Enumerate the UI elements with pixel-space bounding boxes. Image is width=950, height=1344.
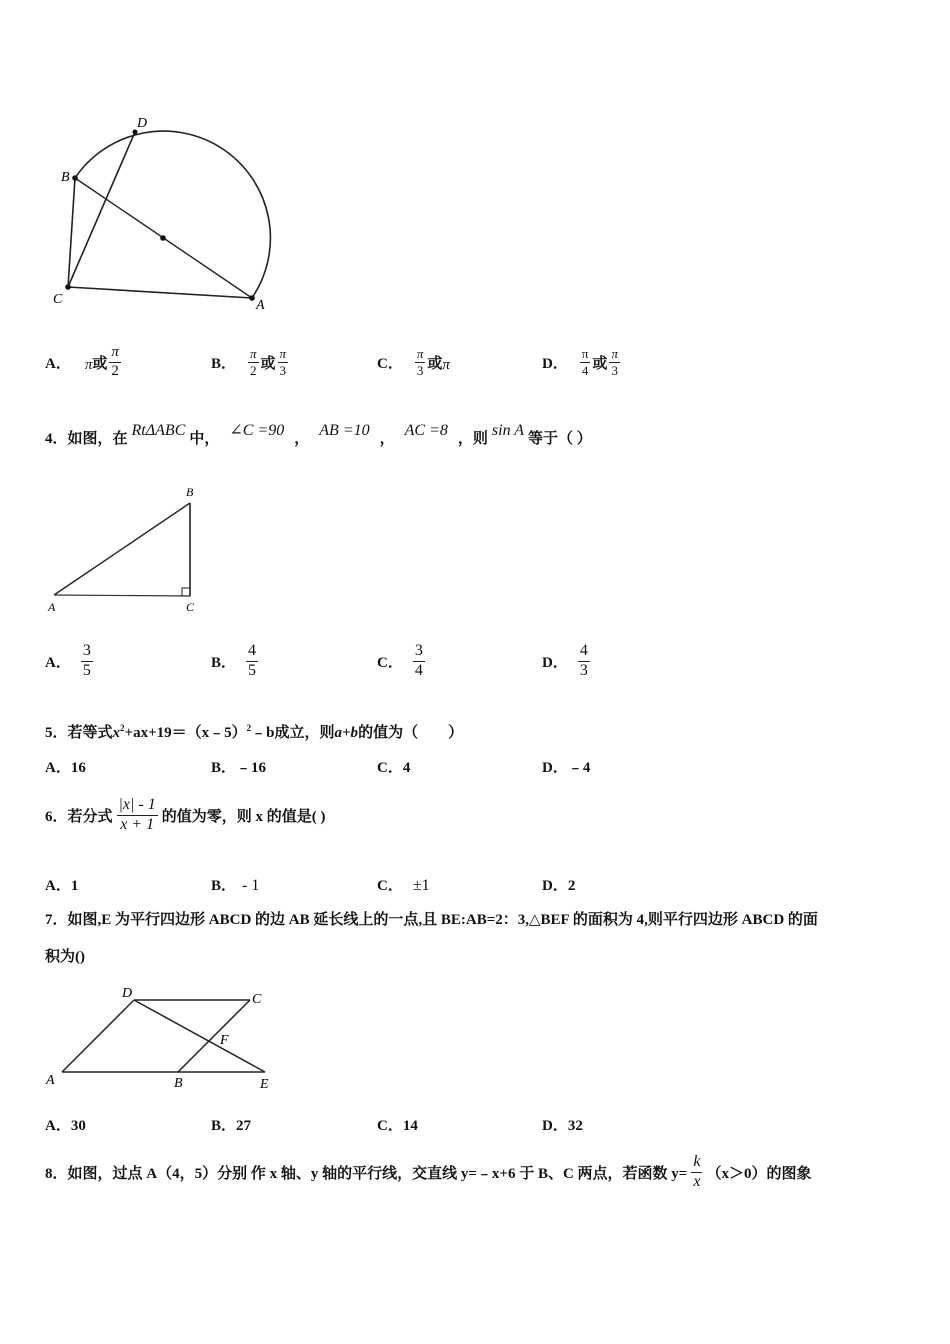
q4-label-B: B	[186, 485, 194, 499]
q3-line-CD	[68, 132, 135, 287]
q4-option-c[interactable]: C． $\frac{3}{4}$	[377, 641, 423, 679]
q6-option-d[interactable]: D．2	[542, 878, 576, 894]
q4-label-A: A	[48, 600, 56, 614]
q7-line-AD	[62, 1000, 134, 1072]
q7-figure	[40, 980, 310, 1095]
q4-stem: 4． 如图，在 RtΔABC 中， ∠C =90 ， AB =10 ， AC =8 ，则 sin A 等于（ ）	[45, 422, 592, 447]
q5-option-d[interactable]: D．﹣4	[542, 760, 591, 776]
q6-option-c[interactable]: C． ±1	[377, 877, 430, 894]
q4-label-C: C	[186, 600, 195, 614]
q3-arc	[75, 131, 270, 298]
q6-option-b[interactable]: B． - 1	[211, 877, 260, 894]
q7-stem-line1: 7．如图,E 为平行四边形 ABCD 的边 AB 延长线上的一点,且 BE:AB=2：3,△BEF 的面积为 4,则平行四边形 ABCD 的面	[45, 912, 818, 928]
q4-line-AB	[54, 503, 190, 595]
q7-option-b[interactable]: B．27	[211, 1118, 252, 1134]
q4-figure	[45, 480, 215, 620]
q5-stem: 5．若等式$x^2+ax+19=(x﹣5)^2﹣b$成立，则a+b的值为（ ）	[45, 723, 464, 741]
q3-label-A: A	[256, 298, 265, 313]
q3-option-d[interactable]: D． $\frac{\pi}{4}$ 或 $\frac{\pi}{3}$	[542, 346, 618, 378]
q8-stem: 8． 如图，过点 A（4，5）分别 作 x 轴、y 轴的平行线，交直线 y=﹣x+6 于 B、C 两点，若函数 y= $\frac{k}{x}$ （x＞0）的图象	[45, 1152, 812, 1190]
q7-label-F: F	[220, 1033, 229, 1048]
q3-line-BC	[68, 178, 75, 287]
q3-line-CA	[68, 287, 252, 298]
q7-option-c[interactable]: C．14	[377, 1118, 418, 1134]
q4-line-AC	[54, 595, 190, 596]
q4-option-b[interactable]: B． $\frac{4}{5}$	[211, 641, 257, 679]
q4-option-a[interactable]: A． $\frac{3}{5}$	[45, 641, 91, 679]
q7-line-BC	[178, 1000, 250, 1072]
q7-label-E: E	[260, 1077, 269, 1092]
q3-label-C: C	[53, 292, 63, 307]
q3-figure	[45, 110, 285, 320]
q6-option-a[interactable]: A．1	[45, 878, 79, 894]
q7-label-D: D	[122, 986, 133, 1001]
q7-label-A: A	[46, 1073, 55, 1088]
q3-option-a[interactable]: A． π 或 $\frac{\pi}{2}$	[45, 344, 119, 379]
q7-label-C: C	[252, 992, 262, 1007]
q3-label-D: D	[137, 116, 148, 131]
q7-stem-line2: 积为()	[45, 949, 85, 965]
q3-option-c[interactable]: C． $\frac{\pi}{3}$ 或 π	[377, 346, 450, 378]
q7-line-DE	[134, 1000, 265, 1072]
q5-option-a[interactable]: A．16	[45, 760, 86, 776]
q6-stem: 6． 若分式 $\frac{|x| - 1}{x + 1}$ 的值为零，则 x 的值是( )	[45, 795, 326, 833]
q4-option-d[interactable]: D． $\frac{4}{3}$	[542, 641, 588, 679]
q4-right-angle-mark	[182, 588, 190, 596]
q7-option-a[interactable]: A．30	[45, 1118, 86, 1134]
q3-label-B: B	[61, 170, 70, 185]
q5-option-b[interactable]: B．﹣16	[211, 760, 267, 776]
q7-option-d[interactable]: D．32	[542, 1118, 583, 1134]
q3-option-b[interactable]: B． $\frac{\pi}{2}$ 或 $\frac{\pi}{3}$	[211, 346, 287, 378]
q7-label-B: B	[174, 1076, 183, 1091]
q5-option-c[interactable]: C．4	[377, 760, 411, 776]
